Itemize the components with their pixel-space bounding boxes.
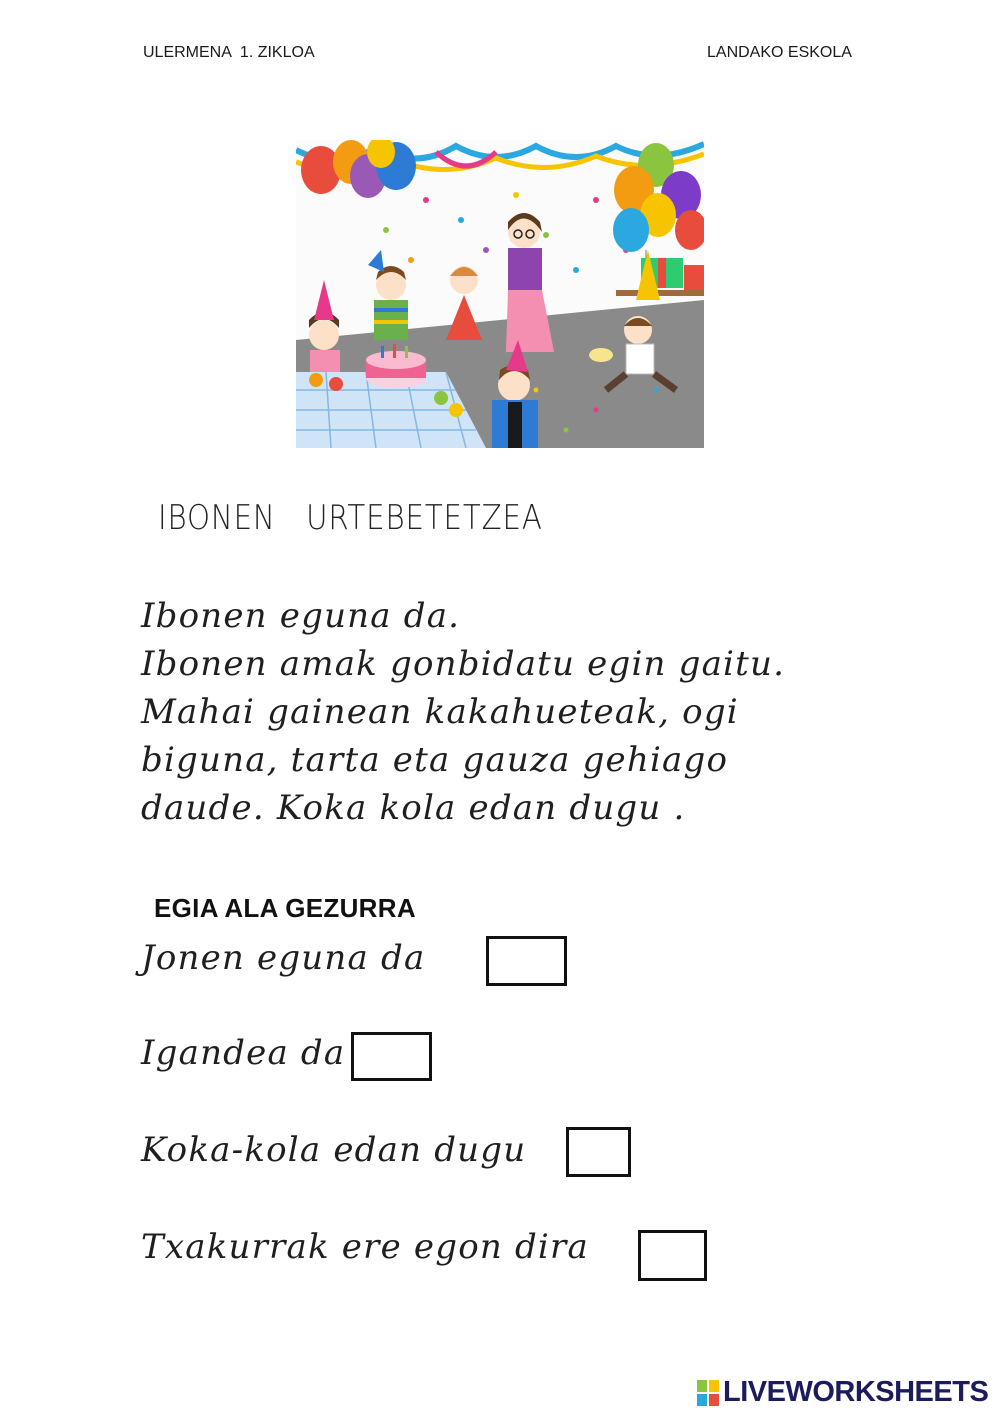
story-line: Ibonen eguna da. — [141, 596, 461, 636]
statement-4: Txakurrak ere egon dira — [141, 1227, 589, 1267]
quiz-title: EGIA ALA GEZURRA — [154, 893, 416, 923]
story-line: biguna, tarta eta gauza gehiago — [141, 740, 729, 780]
answer-box-1[interactable] — [486, 936, 567, 986]
statement-2: Igandea da — [141, 1033, 346, 1073]
liveworksheets-logo-icon — [697, 1380, 719, 1406]
statement-3: Koka-kola edan dugu — [141, 1130, 527, 1170]
brand-name: LIVEWORKSHEETS — [723, 1376, 989, 1408]
answer-box-2[interactable] — [351, 1032, 432, 1081]
story-line: daude. Koka kola edan dugu . — [141, 788, 686, 828]
story-line: Mahai gainean kakahueteak, ogi — [141, 692, 739, 732]
statement-1: Jonen eguna da — [141, 938, 426, 978]
answer-box-4[interactable] — [638, 1230, 707, 1281]
header-school-label: LANDAKO ESKOLA — [707, 44, 852, 61]
story-title: IBONEN URTEBETETZEA — [158, 498, 543, 538]
story-line: Ibonen amak gonbidatu egin gaitu. — [141, 644, 786, 684]
liveworksheets-brand — [697, 1376, 988, 1409]
header-course-label: ULERMENA 1. ZIKLOA — [143, 44, 315, 61]
story-text — [141, 592, 785, 832]
party-illustration — [296, 140, 704, 448]
answer-box-3[interactable] — [566, 1127, 631, 1177]
